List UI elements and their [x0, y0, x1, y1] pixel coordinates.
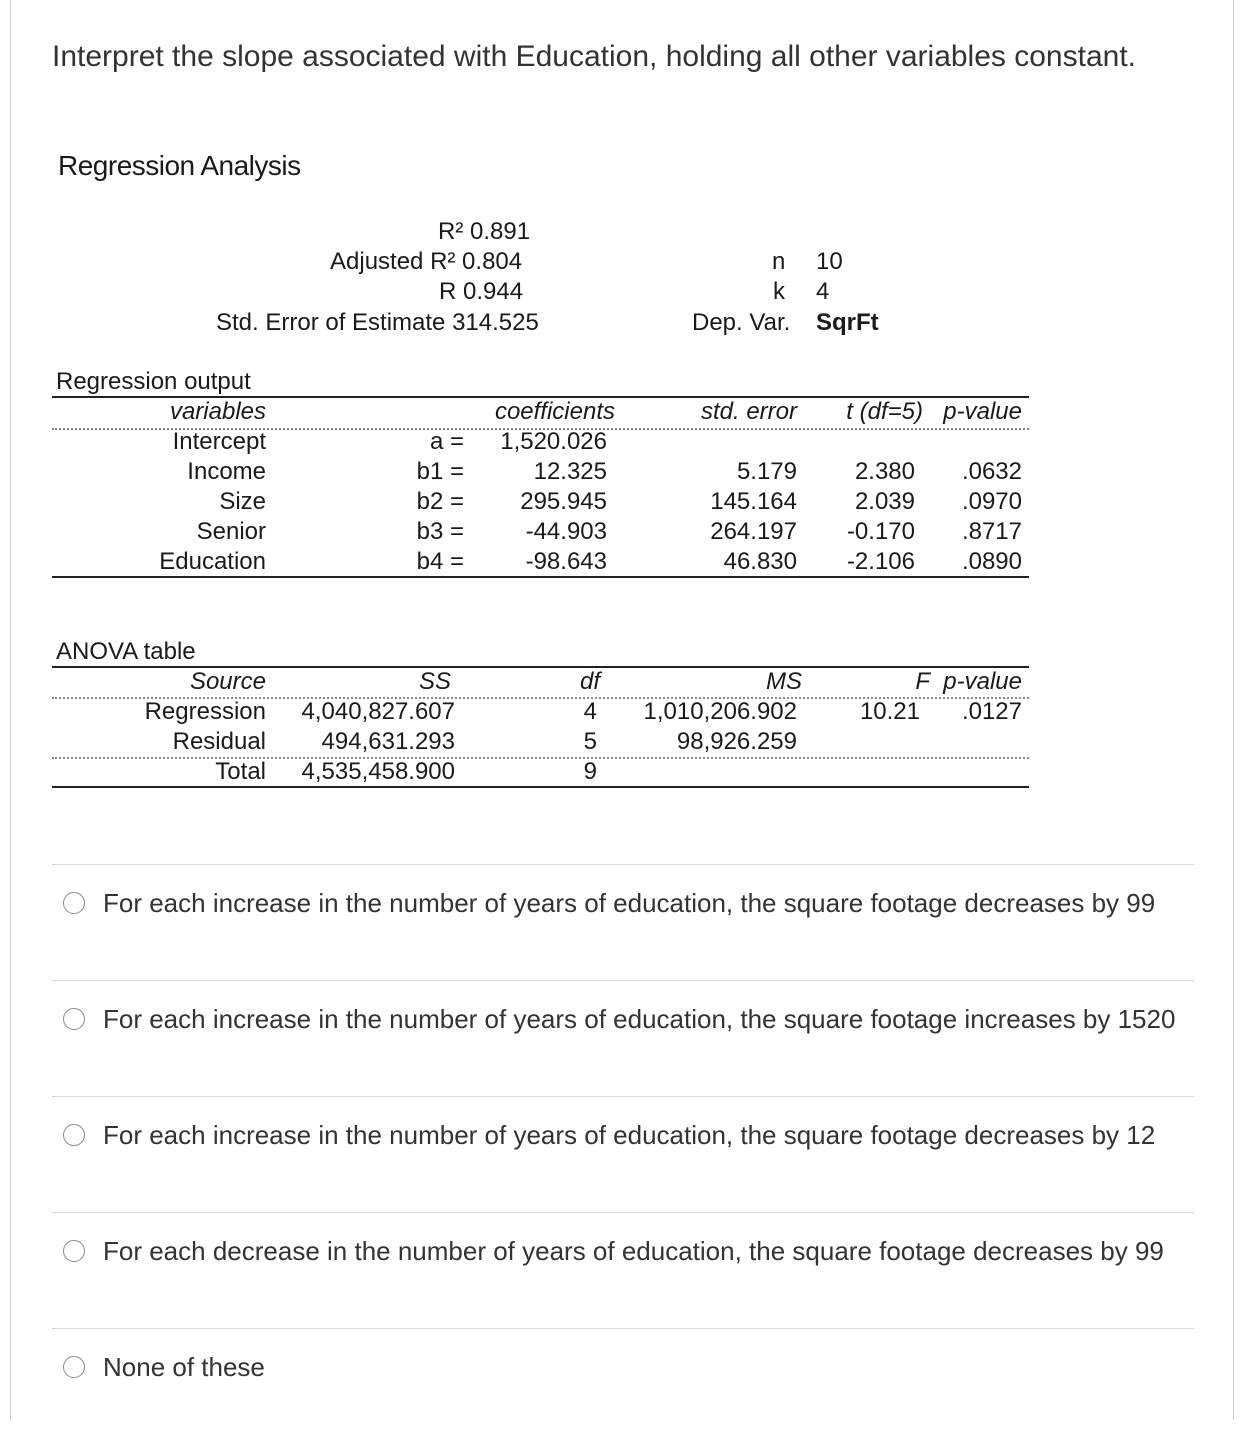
option-3[interactable]: [52, 1096, 1194, 1212]
radio-button[interactable]: [63, 892, 85, 914]
ss-cell: 4,535,458.900: [301, 758, 455, 785]
variable-cell: Education: [159, 548, 266, 575]
df-cell: 9: [583, 758, 597, 785]
n-label: n: [772, 248, 786, 275]
reg-header-variables: variables: [169, 398, 266, 425]
anova-header-ms: MS: [766, 668, 802, 695]
question-text: Interpret the slope associated with Education, holding all other variables constant.: [52, 40, 1136, 73]
t-stat-cell: 2.039: [854, 488, 915, 515]
coefficient-cell: 295.945: [520, 488, 607, 515]
anova-header-f: F: [915, 668, 930, 695]
anova-header-source: Source: [189, 668, 266, 695]
radio-button[interactable]: [63, 1240, 85, 1262]
coefficient-cell: -44.903: [525, 518, 607, 545]
p-value-cell: .0127: [961, 698, 1022, 725]
source-cell: Regression: [144, 698, 266, 725]
symbol-cell: b1 =: [416, 458, 464, 485]
source-cell: Residual: [172, 728, 266, 755]
n-value: 10: [816, 248, 843, 275]
variable-cell: Senior: [196, 518, 266, 545]
std-error-estimate: Std. Error of Estimate 314.525: [216, 309, 539, 336]
option-2[interactable]: [52, 980, 1194, 1096]
reg-header-t: t (df=5): [846, 398, 923, 425]
ss-cell: 494,631.293: [321, 728, 455, 755]
std-error-cell: 264.197: [710, 518, 797, 545]
std-error-cell: 145.164: [710, 488, 797, 515]
regression-output-label: Regression output: [56, 368, 251, 395]
reg-header-std-error: std. error: [700, 398, 797, 425]
ss-cell: 4,040,827.607: [301, 698, 455, 725]
reg-bottom-rule: [52, 576, 1029, 578]
anova-bottom-rule: [52, 786, 1029, 788]
option-5[interactable]: [52, 1328, 1194, 1444]
symbol-cell: a =: [429, 428, 464, 455]
option-4[interactable]: [52, 1212, 1194, 1328]
df-cell: 5: [583, 728, 597, 755]
variable-cell: Intercept: [172, 428, 266, 455]
p-value-cell: .0632: [961, 458, 1022, 485]
coefficient-cell: -98.643: [525, 548, 607, 575]
r-squared: R² 0.891: [438, 218, 531, 245]
coefficient-cell: 12.325: [533, 458, 607, 485]
option-1[interactable]: [52, 864, 1194, 980]
p-value-cell: .0890: [961, 548, 1022, 575]
p-value-cell: .0970: [961, 488, 1022, 515]
ms-cell: 1,010,206.902: [643, 698, 797, 725]
std-error-cell: 46.830: [723, 548, 797, 575]
option-label: For each decrease in the number of years of education, the square footage decreases by 99: [103, 1236, 1164, 1266]
p-value-cell: .8717: [961, 518, 1022, 545]
symbol-cell: b2 =: [416, 488, 464, 515]
anova-header-p: p-value: [943, 668, 1022, 695]
r-value: R 0.944: [439, 278, 524, 305]
answer-options: [52, 864, 1194, 1444]
option-label: For each increase in the number of years of education, the square footage decreases by 12: [103, 1120, 1156, 1150]
anova-header-ss: SS: [418, 668, 451, 695]
anova-header-df: df: [579, 668, 600, 695]
reg-header-p: p-value: [943, 398, 1022, 425]
dep-var-value: SqrFt: [816, 309, 879, 336]
ms-cell: 98,926.259: [676, 728, 797, 755]
reg-header-coefficients: coefficients: [494, 398, 615, 425]
std-error-cell: 5.179: [736, 458, 797, 485]
k-label: k: [773, 278, 785, 305]
option-label: For each increase in the number of years of education, the square footage increases by 1520: [103, 1004, 1176, 1034]
radio-button[interactable]: [63, 1124, 85, 1146]
t-stat-cell: -0.170: [846, 518, 915, 545]
f-cell: 10.21: [859, 698, 920, 725]
dep-var-label: Dep. Var.: [692, 309, 791, 336]
radio-button[interactable]: [63, 1008, 85, 1030]
variable-cell: Income: [187, 458, 266, 485]
t-stat-cell: 2.380: [854, 458, 915, 485]
symbol-cell: b4 =: [416, 548, 464, 575]
source-cell: Total: [215, 758, 266, 785]
anova-label: ANOVA table: [56, 638, 196, 665]
symbol-cell: b3 =: [416, 518, 464, 545]
option-label: None of these: [103, 1352, 265, 1382]
t-stat-cell: -2.106: [846, 548, 915, 575]
figure-title: Regression Analysis: [58, 150, 301, 181]
radio-button[interactable]: [63, 1356, 85, 1378]
coefficient-cell: 1,520.026: [500, 428, 607, 455]
variable-cell: Size: [219, 488, 266, 515]
k-value: 4: [816, 278, 830, 305]
anova-total-rule: [52, 757, 1029, 759]
adjusted-r-squared: Adjusted R² 0.804: [330, 248, 523, 275]
df-cell: 4: [583, 698, 597, 725]
option-label: For each increase in the number of years of education, the square footage decreases by 99: [103, 888, 1156, 918]
